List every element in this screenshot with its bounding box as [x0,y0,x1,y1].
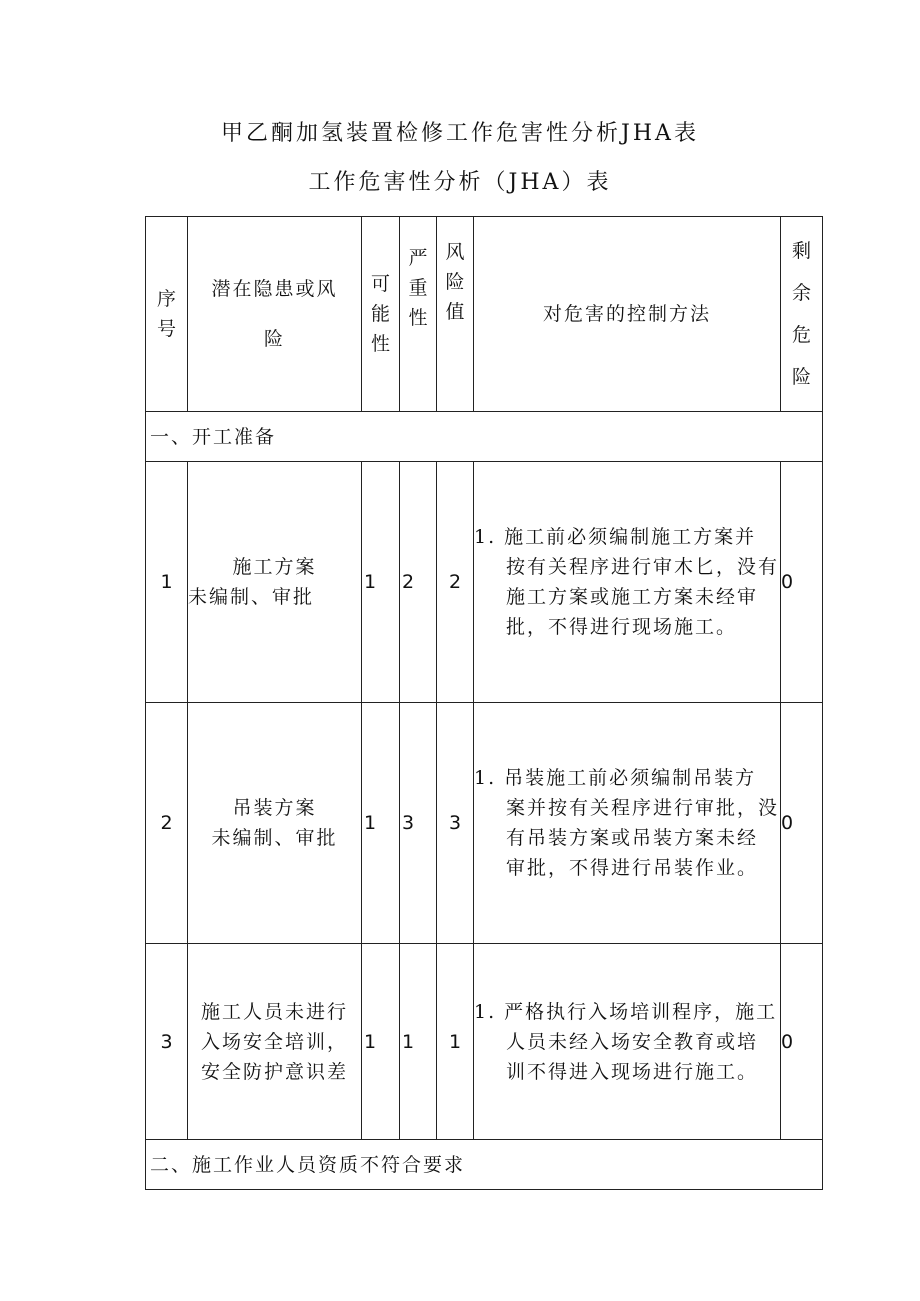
row-control-method: 1. 吊装施工前必须编制吊装方 案并按有关程序进行审批，没 有吊装方案或吊装方案未经 审批，不得进行吊装作业。 [474,703,781,944]
header-severity: 严 重 性 [400,217,437,412]
header-residual-risk: 剩 余 危 险 [781,217,823,412]
header-risk: 风 险 值 [437,217,474,412]
row-seq: 2 [146,703,188,944]
row-risk: 1 [437,944,474,1140]
table-row [146,703,823,944]
row-control-method: 1. 施工前必须编制施工方案并 按有关程序进行审木匕，没有 施工方案或施工方案未经审 批，不得进行现场施工。 [474,462,781,703]
row-likelihood: 1 [362,944,400,1140]
header-likelihood: 可 能 性 [362,217,400,412]
row-likelihood: 1 [362,703,400,944]
row-hazard: 施工方案 未编制、审批 [188,462,362,703]
table-row [146,944,823,1140]
row-residual-risk: 0 [781,703,823,944]
section-row [146,1140,823,1190]
document-title: 甲乙酮加氢装置检修工作危害性分析JHA表 [221,121,699,146]
row-control-method: 1. 严格执行入场培训程序，施工 人员未经入场安全教育或培 训不得进入现场进行施工。 [474,944,781,1140]
row-risk: 2 [437,462,474,703]
row-residual-risk: 0 [781,462,823,703]
row-seq: 3 [146,944,188,1140]
row-risk: 3 [437,703,474,944]
section-row [146,412,823,462]
section-title: 一、开工准备 [146,412,823,462]
row-hazard: 施工人员未进行 入场安全培训， 安全防护意识差 [188,944,362,1140]
row-residual-risk: 0 [781,944,823,1140]
row-hazard: 吊装方案 未编制、审批 [188,703,362,944]
row-seq: 1 [146,462,188,703]
header-hazard: 潜在隐患或风 险 [188,217,362,412]
header-seq: 序 号 [146,217,188,412]
jha-table [145,216,823,1190]
row-likelihood: 1 [362,462,400,703]
row-severity: 1 [400,944,437,1140]
row-severity: 2 [400,462,437,703]
table-title: 工作危害性分析（JHA）表 [308,170,612,195]
section-title: 二、施工作业人员资质不符合要求 [146,1140,823,1190]
table-row [146,462,823,703]
header-row [146,217,823,412]
header-control-method: 对危害的控制方法 [474,217,781,412]
row-severity: 3 [400,703,437,944]
